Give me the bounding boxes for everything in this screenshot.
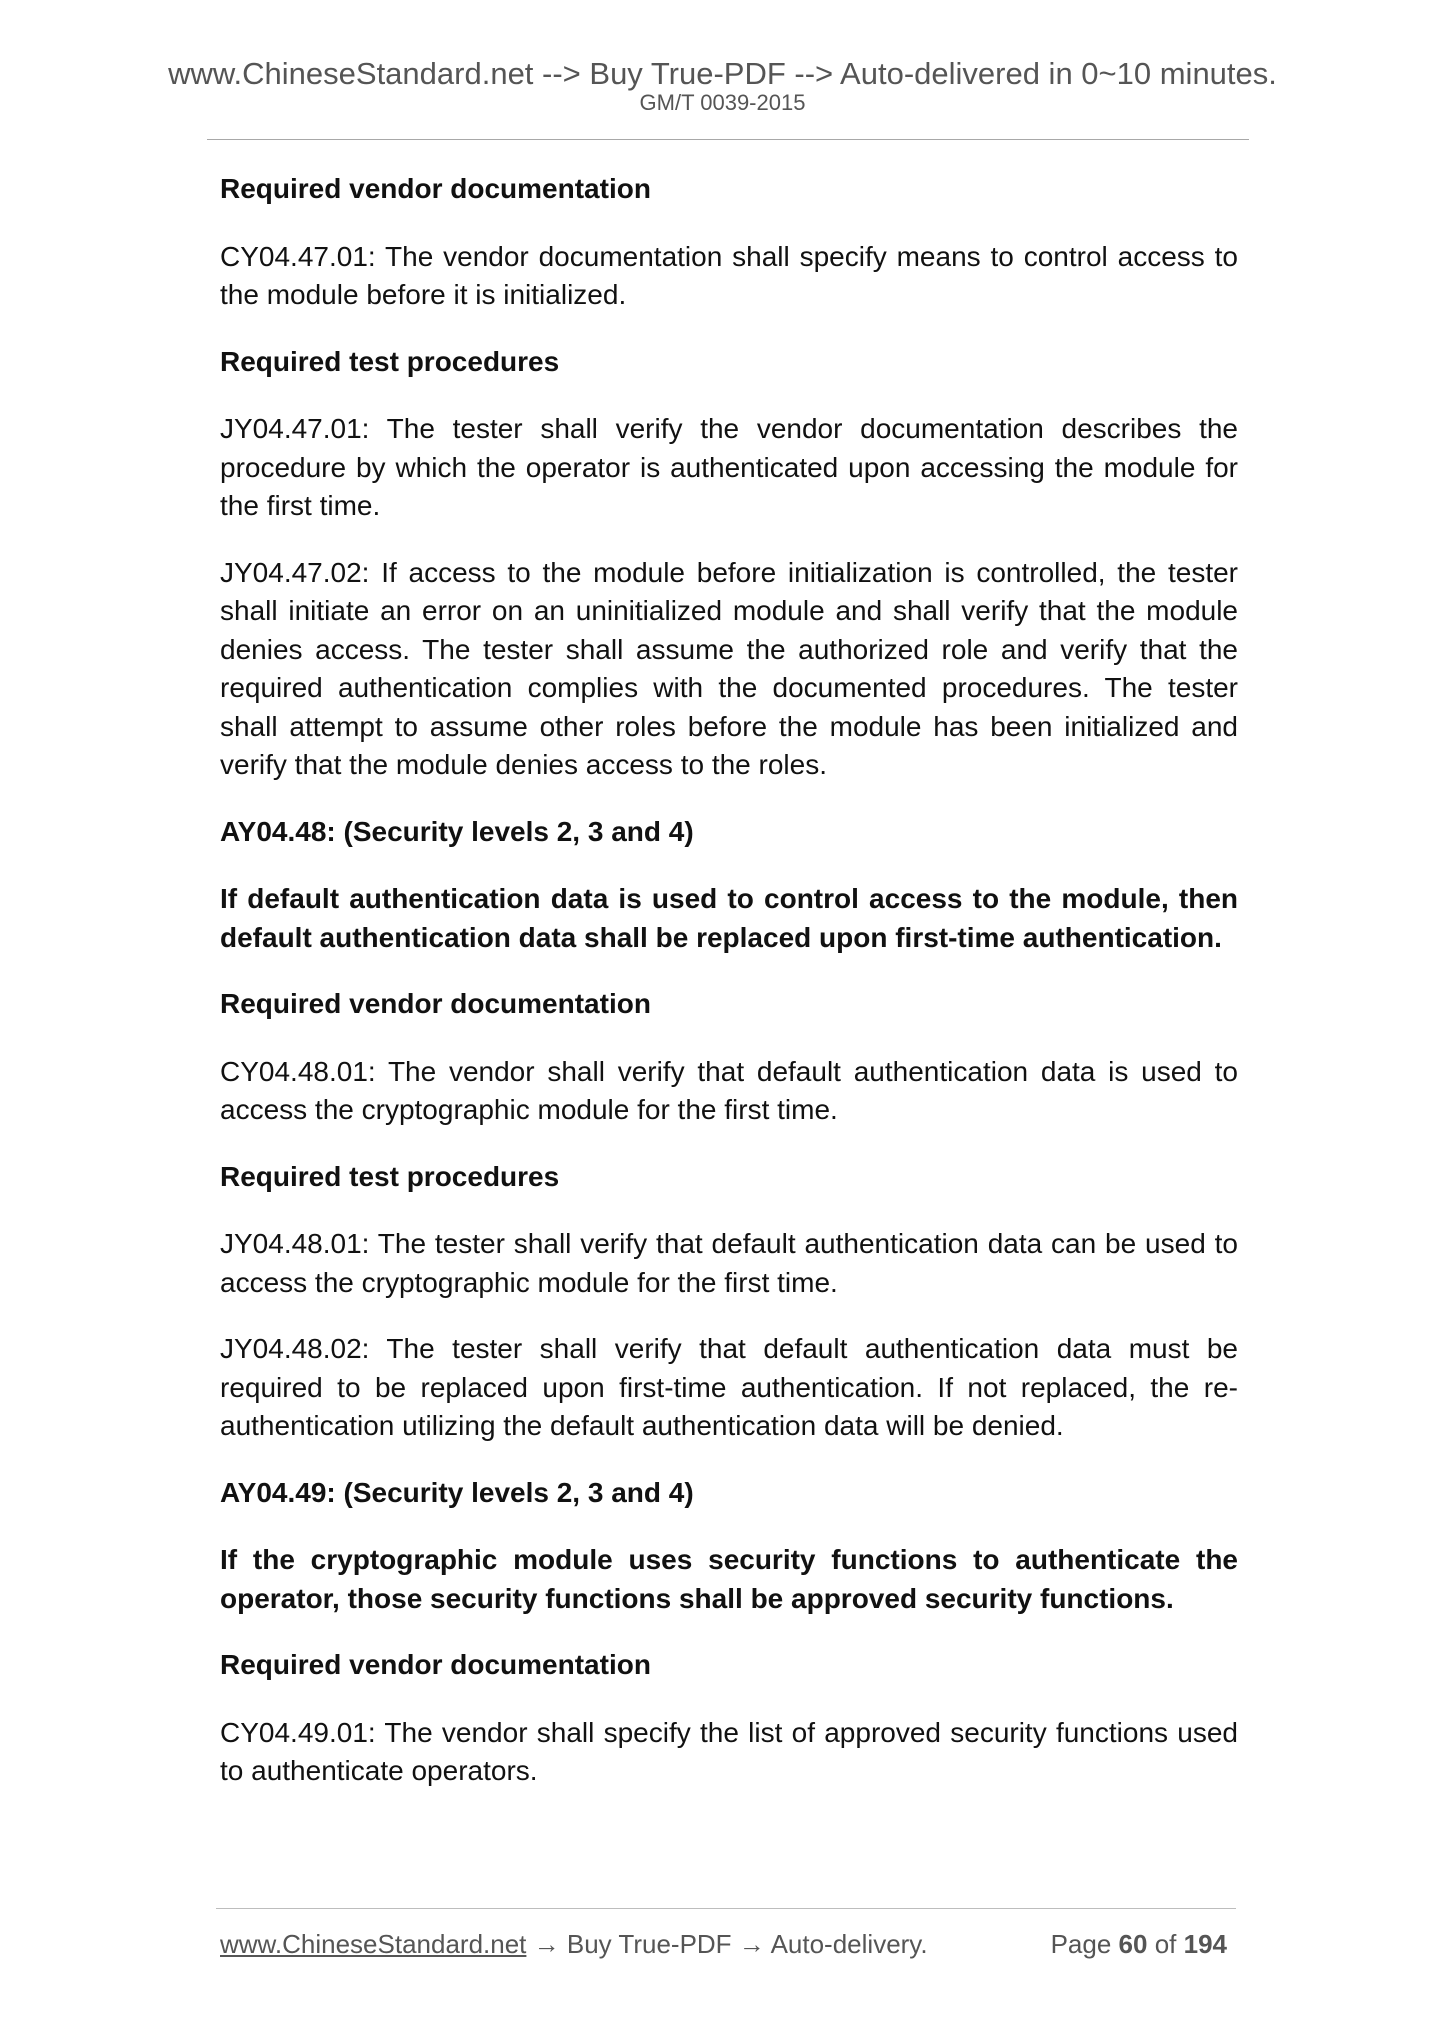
assertion-text: If the cryptographic module uses security functions to authenticate the operator, those security functions shall be approved security functions.: [220, 1544, 1238, 1614]
footer-site-link[interactable]: www.ChineseStandard.net: [220, 1929, 527, 1959]
top-banner: www.ChineseStandard.net --> Buy True-PDF --> Auto-delivered in 0~10 minutes.: [168, 56, 1277, 91]
assertion-heading: AY04.49: (Security levels 2, 3 and 4): [220, 1476, 694, 1508]
page-counter: [1051, 1928, 1227, 1960]
of-label: of: [1154, 1929, 1177, 1959]
test-procedure: JY04.47.02: If access to the module before initialization is controlled, the tester shall initiate an error on an uninitialized module and shall verify that the module denies access. The tester shall assume the authorized role and verify that the required authentication complies with the documented procedures. The tester shall attempt to assume other roles before the module has been initialized and verify that the module denies access to the roles.: [220, 556, 1238, 780]
test-procedure: JY04.48.02: The tester shall verify that default authentication data must be required to be replaced upon first-time authentication. If not replaced, the re-authentication utilizing the default authentication data will be denied.: [220, 1333, 1238, 1441]
section-heading: Required vendor documentation: [220, 1649, 651, 1680]
vendor-requirement: CY04.49.01: The vendor shall specify the list of approved security functions used to authenticate operators.: [220, 1716, 1238, 1786]
test-procedure: JY04.48.01: The tester shall verify that default authentication data can be used to access the cryptographic module for the first time.: [220, 1228, 1238, 1298]
test-procedure: JY04.47.01: The tester shall verify the vendor documentation describes the procedure by which the operator is authenticated upon accessing the module for the first time.: [220, 413, 1238, 521]
assertion-text: If default authentication data is used to control access to the module, then default authentication data shall be replaced upon first-time authentication.: [220, 883, 1238, 953]
footer-promo-text: → Buy True-PDF → Auto-delivery.: [526, 1929, 928, 1959]
vendor-requirement: CY04.48.01: The vendor shall verify that default authentication data is used to access the cryptographic module for the first time.: [220, 1055, 1238, 1125]
footer-divider: [216, 1908, 1236, 1909]
assertion-heading: AY04.48: (Security levels 2, 3 and 4): [220, 815, 694, 847]
page-content: [220, 170, 1238, 1819]
section-heading: Required vendor documentation: [220, 988, 651, 1019]
page-label: Page: [1050, 1929, 1112, 1959]
page-total: 194: [1183, 1929, 1227, 1959]
section-heading: Required vendor documentation: [220, 173, 651, 204]
page-current: 60: [1118, 1929, 1148, 1959]
header-divider: [207, 139, 1249, 140]
section-heading: Required test procedures: [220, 1160, 560, 1192]
document-code: GM/T 0039-2015: [639, 90, 806, 115]
section-heading: Required test procedures: [220, 345, 560, 377]
footer-promo: [220, 1928, 928, 1960]
vendor-requirement: CY04.47.01: The vendor documentation shall specify means to control access to the module before it is initialized.: [220, 240, 1238, 310]
